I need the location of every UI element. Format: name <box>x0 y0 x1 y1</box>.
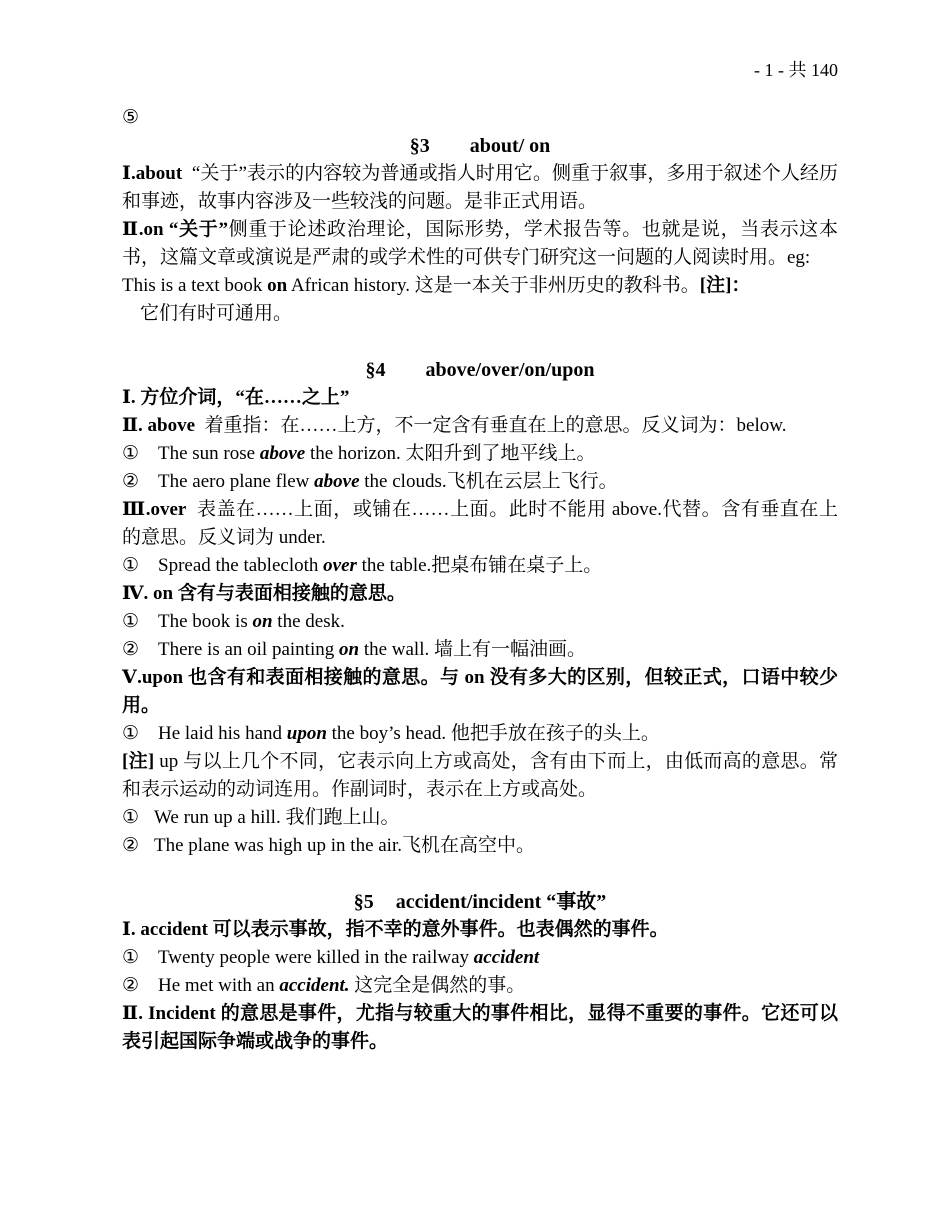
example-text: This is a text book <box>122 275 268 296</box>
example-line <box>122 804 838 832</box>
item-body: 着重指：在……上方，不一定含有垂直在上的意思。反义词为：below. <box>204 415 787 436</box>
example-text: 这完全是偶然的事。 <box>349 975 526 996</box>
example-line <box>122 720 838 748</box>
item-body: 表盖在……上面，或铺在……上面。此时不能用 above.代替。含有垂直在上的意思。反义词为 under. <box>122 499 838 548</box>
example-text: the horizon. 太阳升到了地平线上。 <box>305 443 596 464</box>
example-text: Spread the tablecloth <box>158 555 324 576</box>
sec5-item-i: Ⅰ. accident 可以表示事故，指不幸的意外事件。也表偶然的事件。 <box>122 919 669 940</box>
sec3-example <box>122 272 838 300</box>
sec4-note <box>122 748 838 804</box>
example-text: Twenty people were killed in the railway <box>158 947 474 968</box>
sec4-item-v: Ⅴ.upon 也含有和表面相接触的意思。与 on 没有多大的区别，但较正式，口语中较少用。 <box>122 667 838 716</box>
example-number: ② <box>122 639 140 660</box>
example-number: ② <box>122 471 140 492</box>
example-number: ① <box>122 947 140 968</box>
example-line <box>122 972 838 1000</box>
sec4-item-ii <box>122 412 838 440</box>
example-line <box>122 440 838 468</box>
section-number: §5 <box>353 891 374 913</box>
example-line <box>122 552 838 580</box>
example-keyword: on <box>267 275 288 296</box>
example-text: African history. 这是一本关于非州历史的教科书。 <box>287 275 700 296</box>
sec5-item-ii: Ⅱ. Incident 的意思是事件，尤指与较重大的事件相比，显得不重要的事件。它还可以表引起国际争端或战争的事件。 <box>122 1003 838 1052</box>
example-keyword: over <box>323 555 357 576</box>
section-title: accident/incident “事故” <box>395 891 607 913</box>
example-keyword: on <box>338 639 360 660</box>
section-title: about/ on <box>469 135 551 157</box>
example-keyword: accident. <box>279 975 350 996</box>
example-text: the boy’s head. 他把手放在孩子的头上。 <box>326 723 660 744</box>
example-number: ② <box>122 975 140 996</box>
example-number: ① <box>122 443 140 464</box>
circled-marker: ⑤ <box>122 107 140 128</box>
example-number: ① <box>122 611 140 632</box>
example-line <box>122 608 838 636</box>
item-head: Ⅲ.over <box>122 499 187 520</box>
sec4-item-iii <box>122 496 838 552</box>
page-number: - 1 - 共 140 <box>754 60 838 80</box>
example-text: We run up a hill. 我们跑上山。 <box>154 807 400 828</box>
example-number: ② <box>122 835 140 856</box>
note-body: up 与以上几个不同，它表示向上方或高处，含有由下而上，由低而高的意思。常和表示运动的动词连用。作副词时，表示在上方或高处。 <box>122 751 838 800</box>
example-number: ① <box>122 555 140 576</box>
example-line <box>122 944 838 972</box>
example-text: the desk. <box>272 611 345 632</box>
example-text: The plane was high up in the air.飞机在高空中。 <box>154 835 535 856</box>
item-head: Ⅱ. above <box>122 415 196 436</box>
section-title: above/over/on/upon <box>425 359 595 381</box>
sec3-on-paragraph <box>122 216 838 272</box>
example-text: the clouds.飞机在云层上飞行。 <box>359 471 618 492</box>
example-text: the wall. 墙上有一幅油画。 <box>359 639 586 660</box>
example-text: the table.把桌布铺在桌子上。 <box>356 555 603 576</box>
section-number: §4 <box>365 359 386 381</box>
item-head: Ⅱ.on “关于” <box>122 219 228 240</box>
example-line <box>122 636 838 664</box>
item-body: “关于”表示的内容较为普通或指人时用它。侧重于叙事，多用于叙述个人经历和事迹，故事内容涉及一些较浅的问题。是非正式用语。 <box>122 163 838 212</box>
example-keyword: on <box>252 611 273 632</box>
example-line <box>122 468 838 496</box>
example-text: The sun rose <box>158 443 260 464</box>
example-keyword: above <box>314 471 360 492</box>
item-head: Ⅰ.about <box>122 163 183 184</box>
example-keyword: above <box>259 443 306 464</box>
example-text: He laid his hand <box>158 723 287 744</box>
document-page <box>122 56 838 1056</box>
example-keyword: accident <box>473 947 540 968</box>
example-text: The book is <box>158 611 253 632</box>
note-label: [注]： <box>699 275 751 296</box>
example-text: He met with an <box>158 975 280 996</box>
example-text: The aero plane flew <box>158 471 315 492</box>
section-5-heading <box>122 888 838 916</box>
example-keyword: upon <box>286 723 327 744</box>
example-number: ① <box>122 723 140 744</box>
item-body: 侧重于论述政治理论，国际形势，学术报告等。也就是说，当表示这本书，这篇文章或演说是严肃的或学术性的可供专门研究这一问题的人阅读时用。eg: <box>122 219 838 268</box>
sec3-note: 它们有时可通用。 <box>140 303 293 324</box>
example-number: ① <box>122 807 140 828</box>
sec3-about-paragraph <box>122 160 838 216</box>
example-line <box>122 832 838 860</box>
section-4-heading <box>122 356 838 384</box>
sec4-item-iv: Ⅳ. on 含有与表面相接触的意思。 <box>122 583 406 604</box>
section-number: §3 <box>409 135 430 157</box>
example-text: There is an oil painting <box>158 639 339 660</box>
note-label: [注] <box>122 751 155 772</box>
sec4-item-i: Ⅰ. 方位介词，“在……之上” <box>122 387 350 408</box>
section-3-heading <box>122 132 838 160</box>
